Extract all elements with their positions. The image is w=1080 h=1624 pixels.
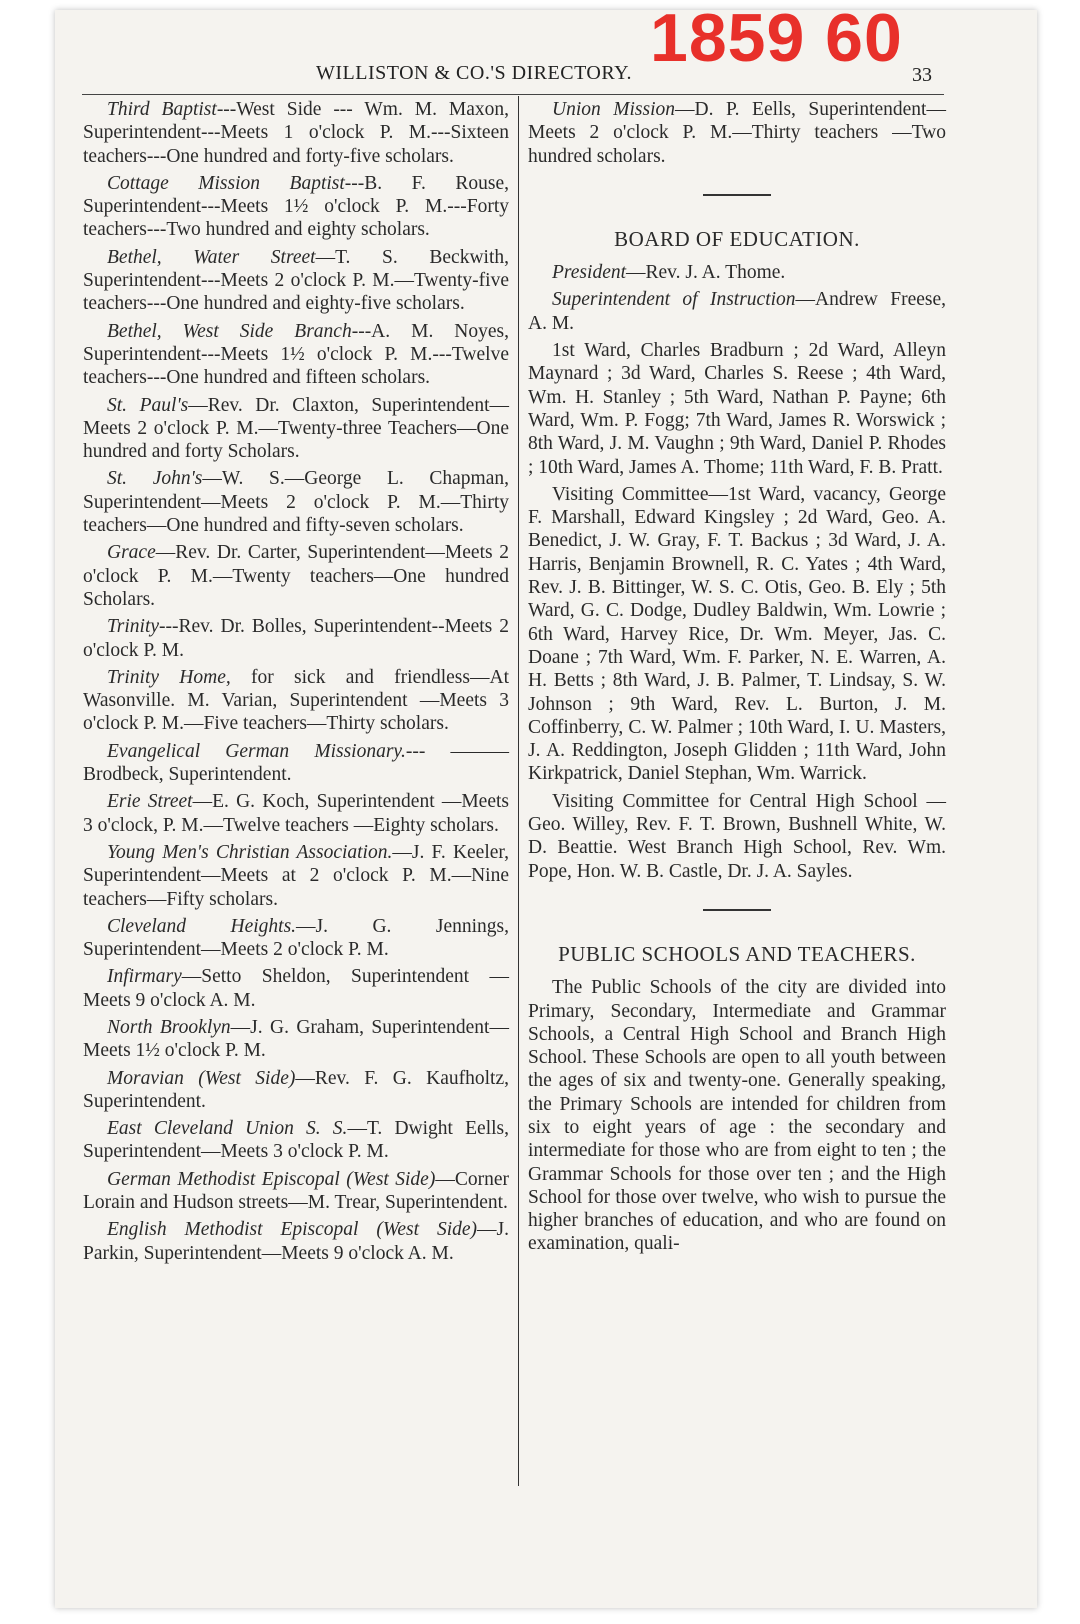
- sunday-school-entry: [83, 467, 509, 537]
- school-name: Bethel, Water Street: [107, 246, 316, 268]
- school-name: Third Baptist: [107, 99, 217, 120]
- school-details: ---West Side --- Wm. M. Maxon, Superintendent---Meets 1 o'clock P. M.---Sixteen teachers---One hundred and forty-five scholars.: [83, 99, 509, 167]
- school-details: —W. S.—George L. Chapman, Superintendent—Meets 2 o'clock P. M.—Thirty teachers—One hundred and fifty-seven scholars.: [83, 468, 509, 537]
- superintendent-label: Superintendent of Instruction: [552, 289, 796, 311]
- sunday-school-entry: [83, 790, 509, 837]
- sunday-school-entry: [83, 1117, 509, 1164]
- school-details: ---B. F. Rouse, Superintendent---Meets 1½ o'clock P. M.---Forty teachers---Two hundred and eighty scholars.: [83, 172, 509, 241]
- sunday-school-entry: [83, 915, 509, 962]
- school-name: North Brooklyn: [107, 1016, 231, 1038]
- sunday-school-entry: [83, 740, 509, 787]
- sunday-school-entry: [83, 394, 509, 464]
- school-name: St. John's: [107, 468, 203, 490]
- running-head-title: WILLISTON & CO.'S DIRECTORY.: [316, 62, 632, 84]
- ward-members-paragraph: 1st Ward, Charles Bradburn ; 2d Ward, Alleyn Maynard ; 3d Ward, Charles S. Reese ; 4th Ward, Wm. H. Stanley ; 5th Ward, Nathan P. Payne; 6th Ward, Wm. P. Fogg; 7th Ward, James R. Worswick ; 8th Ward, J. M. Vaughn ; 9th Ward, Daniel P. Rhodes ; 10th Ward, James A. Thome; 11th Ward, F. B. Pratt.: [528, 340, 946, 478]
- school-details: —J. Parkin, Superintendent—Meets 9 o'clock A. M.: [83, 1219, 509, 1264]
- school-name: Trinity Home,: [107, 666, 231, 688]
- header-rule: [82, 94, 944, 95]
- school-details: —J. G. Graham, Superintendent—Meets 1½ o'clock P. M.: [83, 1016, 509, 1062]
- school-details: —J. G. Jennings, Superintendent—Meets 2 o'clock P. M.: [83, 915, 509, 961]
- president-line: [528, 261, 946, 284]
- public-schools-heading: PUBLIC SCHOOLS AND TEACHERS.: [558, 941, 916, 966]
- sunday-school-entry: [83, 98, 509, 168]
- sunday-school-entry: [83, 246, 509, 316]
- school-name: Grace: [107, 542, 156, 564]
- school-details: ---A. M. Noyes, Superintendent---Meets 1½ o'clock P. M.---Twelve teachers---One hundred and fifteen scholars.: [83, 320, 509, 389]
- school-name: Evangelical German Missionary.: [107, 740, 406, 762]
- school-details: —Rev. Dr. Claxton, Superintendent—Meets 2 o'clock P. M.—Twenty-three Teachers—One hundred and forty Scholars.: [83, 394, 509, 463]
- school-details: —J. F. Keeler, Superintendent—Meets at 2 o'clock P. M.—Nine teachers—Fifty scholars.: [83, 841, 509, 910]
- school-name: Erie Street: [107, 791, 193, 813]
- president-label: President: [552, 262, 627, 284]
- sunday-school-entry: [83, 615, 509, 662]
- school-name: Moravian (West Side): [107, 1067, 296, 1089]
- school-details: --- ——— Brodbeck, Superintendent.: [83, 740, 509, 786]
- union-mission-entry: [528, 98, 946, 168]
- school-name: Young Men's Christian Association.: [107, 841, 393, 863]
- school-details: ---Rev. Dr. Bolles, Superintendent--Meets 2 o'clock P. M.: [83, 616, 509, 661]
- school-details: —Setto Sheldon, Superintendent —Meets 9 o'clock A. M.: [83, 966, 509, 1011]
- section-rule: [703, 194, 771, 196]
- superintendent-name: —Andrew Freese, A. M.: [528, 289, 946, 334]
- sunday-school-entry: [83, 965, 509, 1012]
- sunday-school-entry: [83, 541, 509, 611]
- left-column: [83, 98, 509, 1269]
- school-details: —T. S. Beckwith, Superintendent---Meets 2 o'clock P. M.—Twenty-five teachers---One hundred and eighty-five scholars.: [83, 246, 510, 315]
- page-number: 33: [912, 64, 932, 86]
- president-name: —Rev. J. A. Thome.: [626, 262, 786, 284]
- school-name: German Methodist Episcopal (West Side): [107, 1168, 436, 1190]
- school-details: for sick and friendless—At Wasonville. M. Varian, Superintendent —Meets 3 o'clock P. M.—Five teachers—Thirty scholars.: [83, 666, 509, 735]
- sunday-school-entry: [83, 841, 509, 911]
- sunday-school-entry: [83, 1218, 509, 1265]
- school-details: —E. G. Koch, Superintendent —Meets 3 o'clock, P. M.—Twelve teachers —Eighty scholars.: [83, 791, 509, 836]
- high-school-committee-paragraph: Visiting Committee for Central High School — Geo. Willey, Rev. F. T. Brown, Bushnell White, W. D. Beattie. West Branch High School, Rev. Wm. Pope, Hon. W. B. Castle, Dr. J. A. Sayles.: [528, 790, 946, 882]
- school-details: —Rev. F. G. Kaufholtz, Superintendent.: [83, 1067, 509, 1112]
- public-schools-paragraph: The Public Schools of the city are divided into Primary, Secondary, Intermediate and Grammar Schools, a Central High School and Branch High School. These Schools are open to all youth between the ages of six and twenty-one. Generally speaking, the Primary Schools are intended for children from six to eight years of age : the secondary and intermediate for those who are from eight to ten ; the Grammar Schools for those over ten ; and the High School for those over twelve, who wish to pursue the higher branches of education, and who are found on examination, quali-: [528, 977, 946, 1255]
- school-name: Cleveland Heights.: [107, 915, 297, 937]
- school-name: East Cleveland Union S. S.: [107, 1118, 348, 1140]
- school-name: Bethel, West Side Branch: [107, 320, 352, 342]
- sunday-school-entry: [83, 666, 509, 736]
- school-details: —T. Dwight Eells, Superintendent—Meets 3 o'clock P. M.: [83, 1118, 509, 1163]
- school-name: English Methodist Episcopal (West Side): [107, 1219, 478, 1241]
- section-rule: [703, 909, 771, 911]
- visiting-committee-paragraph: Visiting Committee—1st Ward, vacancy, George F. Marshall, Edward Kingsley ; 2d Ward, Geo. A. Benedict, J. W. Gray, F. T. Backus ; 3d Ward, J. A. Harris, Benjamin Brownell, R. C. Yates ; 4th Ward, Rev. J. B. Bittinger, W. S. C. Otis, Geo. B. Ely ; 5th Ward, G. C. Dodge, Dudley Baldwin, Wm. Lowrie ; 6th Ward, Harvey Rice, Dr. Wm. Meyer, Jas. C. Doane ; 7th Ward, Wm. F. Parker, N. E. Warren, A. H. Betts ; 8th Ward, J. B. Palmer, T. Lindsay, S. W. Johnson ; 9th Ward, Rev. L. Burton, J. M. Coffinberry, C. W. Palmer ; 10th Ward, I. U. Masters, J. A. Reddington, Joseph Glidden ; 11th Ward, John Kirkpatrick, Daniel Stephan, Wm. Warrick.: [528, 483, 946, 785]
- school-name: Union Mission: [552, 99, 676, 120]
- school-details: —Rev. Dr. Carter, Superintendent—Meets 2 o'clock P. M.—Twenty teachers—One hundred Scholars.: [83, 542, 509, 610]
- school-name: Trinity: [107, 616, 160, 638]
- column-divider: [518, 96, 519, 1486]
- sunday-school-entry: [83, 172, 509, 242]
- school-name: St. Paul's: [107, 394, 189, 416]
- sunday-school-entry: [83, 1067, 509, 1114]
- sunday-school-entry: [83, 1016, 509, 1063]
- board-of-education-heading: BOARD OF EDUCATION.: [614, 226, 860, 251]
- school-name: Infirmary: [107, 966, 182, 988]
- school-details: —D. P. Eells, Superintendent—Meets 2 o'clock P. M.—Thirty teachers —Two hundred scholars.: [528, 99, 946, 167]
- school-details: —Corner Lorain and Hudson streets—M. Trear, Superintendent.: [83, 1168, 509, 1214]
- school-name: Cottage Mission Baptist: [107, 172, 345, 194]
- superintendent-line: [528, 288, 946, 335]
- right-column: [528, 98, 946, 1260]
- year-annotation-stamp: 1859 60: [650, 0, 903, 76]
- sunday-school-entry: [83, 320, 509, 390]
- sunday-school-entry: [83, 1168, 509, 1215]
